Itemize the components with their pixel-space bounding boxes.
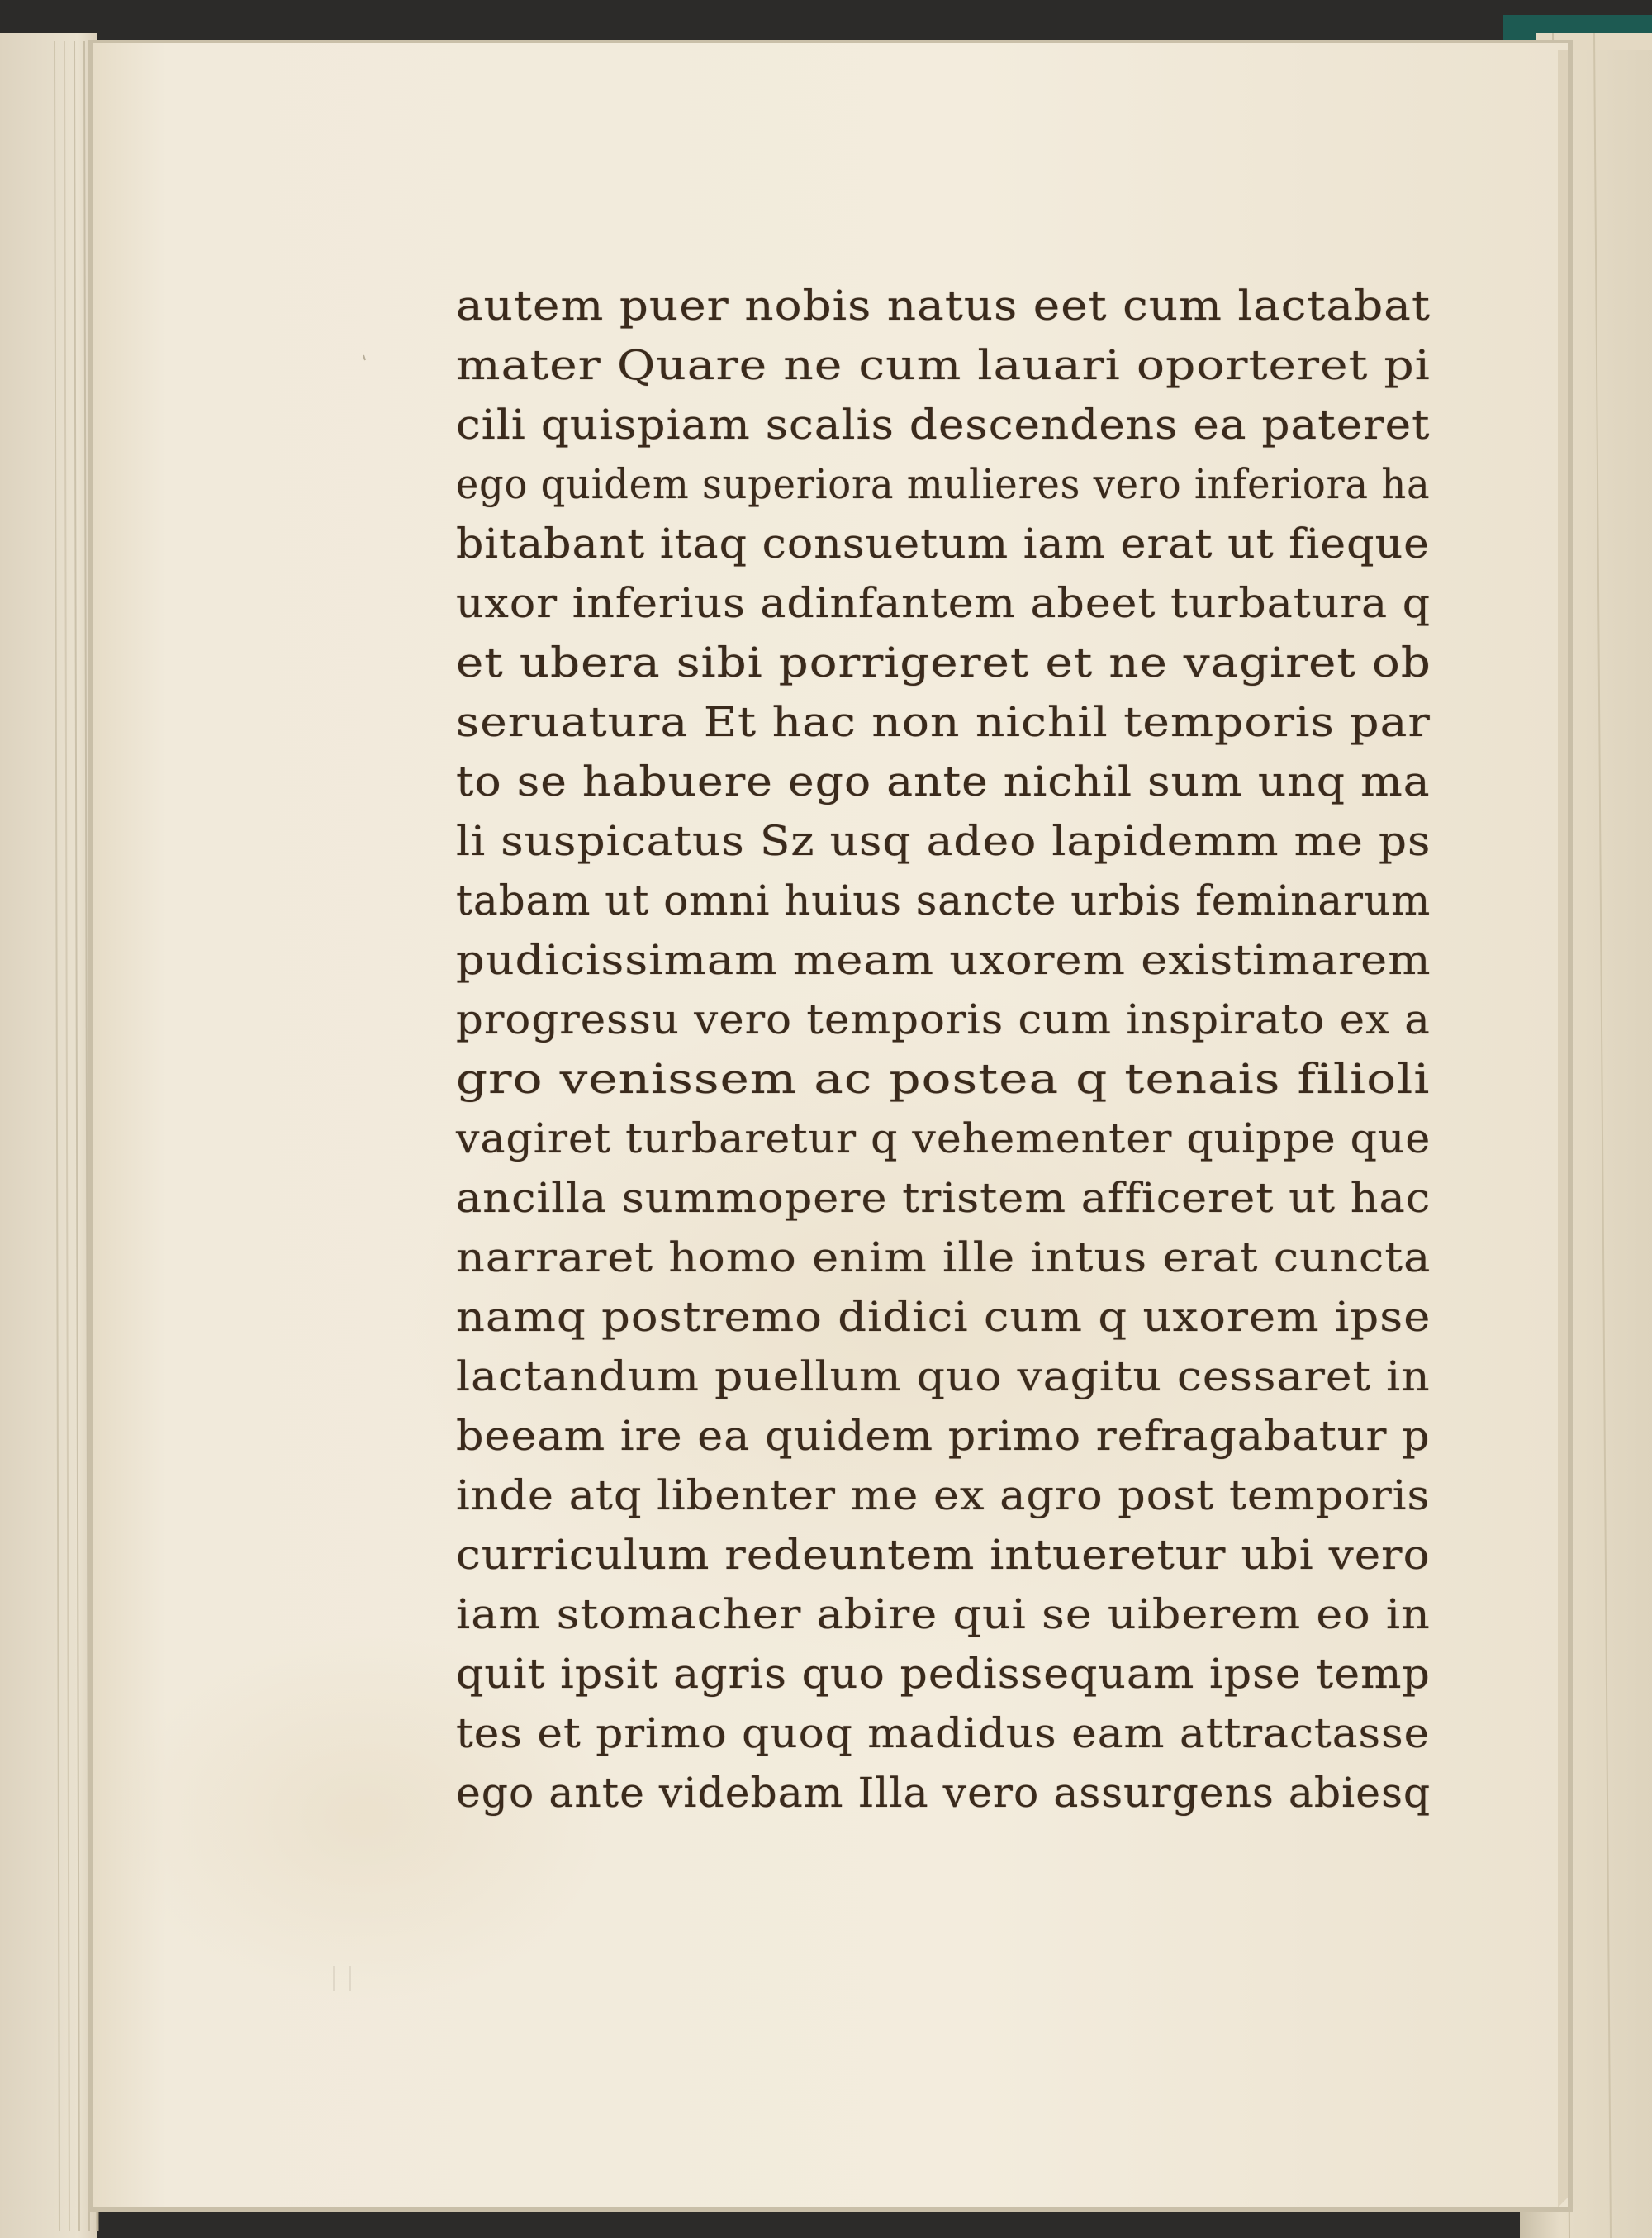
manuscript-line: ego quidem superiora mulieres vero inferiora ha <box>456 460 1431 508</box>
manuscript-line: pudicissimam meam uxorem existimarem <box>456 936 1431 984</box>
manuscript-line: quit ipsit agris quo pedissequam ipse temp <box>456 1650 1431 1698</box>
manuscript-line: uxor inferius adinfantem abeet turbatura q <box>456 579 1431 627</box>
manuscript-line: beeam ire ea quidem primo refragabatur p <box>456 1412 1431 1460</box>
manuscript-line: tes et primo quoq madidus eam attractasse <box>456 1709 1431 1757</box>
left-page-edge <box>0 33 97 2238</box>
manuscript-line: inde atq libenter me ex agro post temporis <box>456 1471 1431 1519</box>
manuscript-line: iam stomacher abire qui se uiberem eo in <box>456 1590 1431 1638</box>
manuscript-line: li suspicatus Sz usq adeo lapidemm me ps <box>456 817 1431 865</box>
manuscript-line: ego ante videbam Illa vero assurgens abiesq <box>456 1769 1431 1817</box>
manuscript-line: lactandum puellum quo vagitu cessaret in <box>456 1352 1431 1400</box>
manuscript-line: gro venissem ac postea q tenais filioli <box>456 1055 1431 1103</box>
manuscript-line: curriculum redeuntem intueretur ubi vero <box>456 1531 1431 1579</box>
manuscript-line: autem puer nobis natus eet cum lactabat <box>456 282 1431 330</box>
manuscript-line: bitabant itaq consuetum iam erat ut fieque <box>456 520 1431 568</box>
manuscript-line: to se habuere ego ante nichil sum unq ma <box>456 758 1431 805</box>
manuscript-line: namq postremo didici cum q uxorem ipse <box>456 1293 1431 1341</box>
manuscript-line: tabam ut omni huius sancte urbis feminarum <box>456 877 1431 924</box>
manuscript-line: seruatura Et hac non nichil temporis par <box>456 698 1431 746</box>
manuscript-line: mater Quare ne cum lauari oporteret pi <box>456 341 1431 389</box>
manuscript-line: narraret homo enim ille intus erat cuncta <box>456 1233 1431 1281</box>
manuscript-line: vagiret turbaretur q vehementer quippe que <box>456 1114 1431 1162</box>
manuscript-line: ancilla summopere tristem afficeret ut hac <box>456 1174 1431 1222</box>
manuscript-line: progressu vero temporis cum inspirato ex a <box>456 995 1431 1043</box>
manuscript-line: cili quispiam scalis descendens ea pateret <box>456 401 1431 449</box>
manuscript-line: et ubera sibi porrigeret et ne vagiret ob <box>456 639 1431 687</box>
